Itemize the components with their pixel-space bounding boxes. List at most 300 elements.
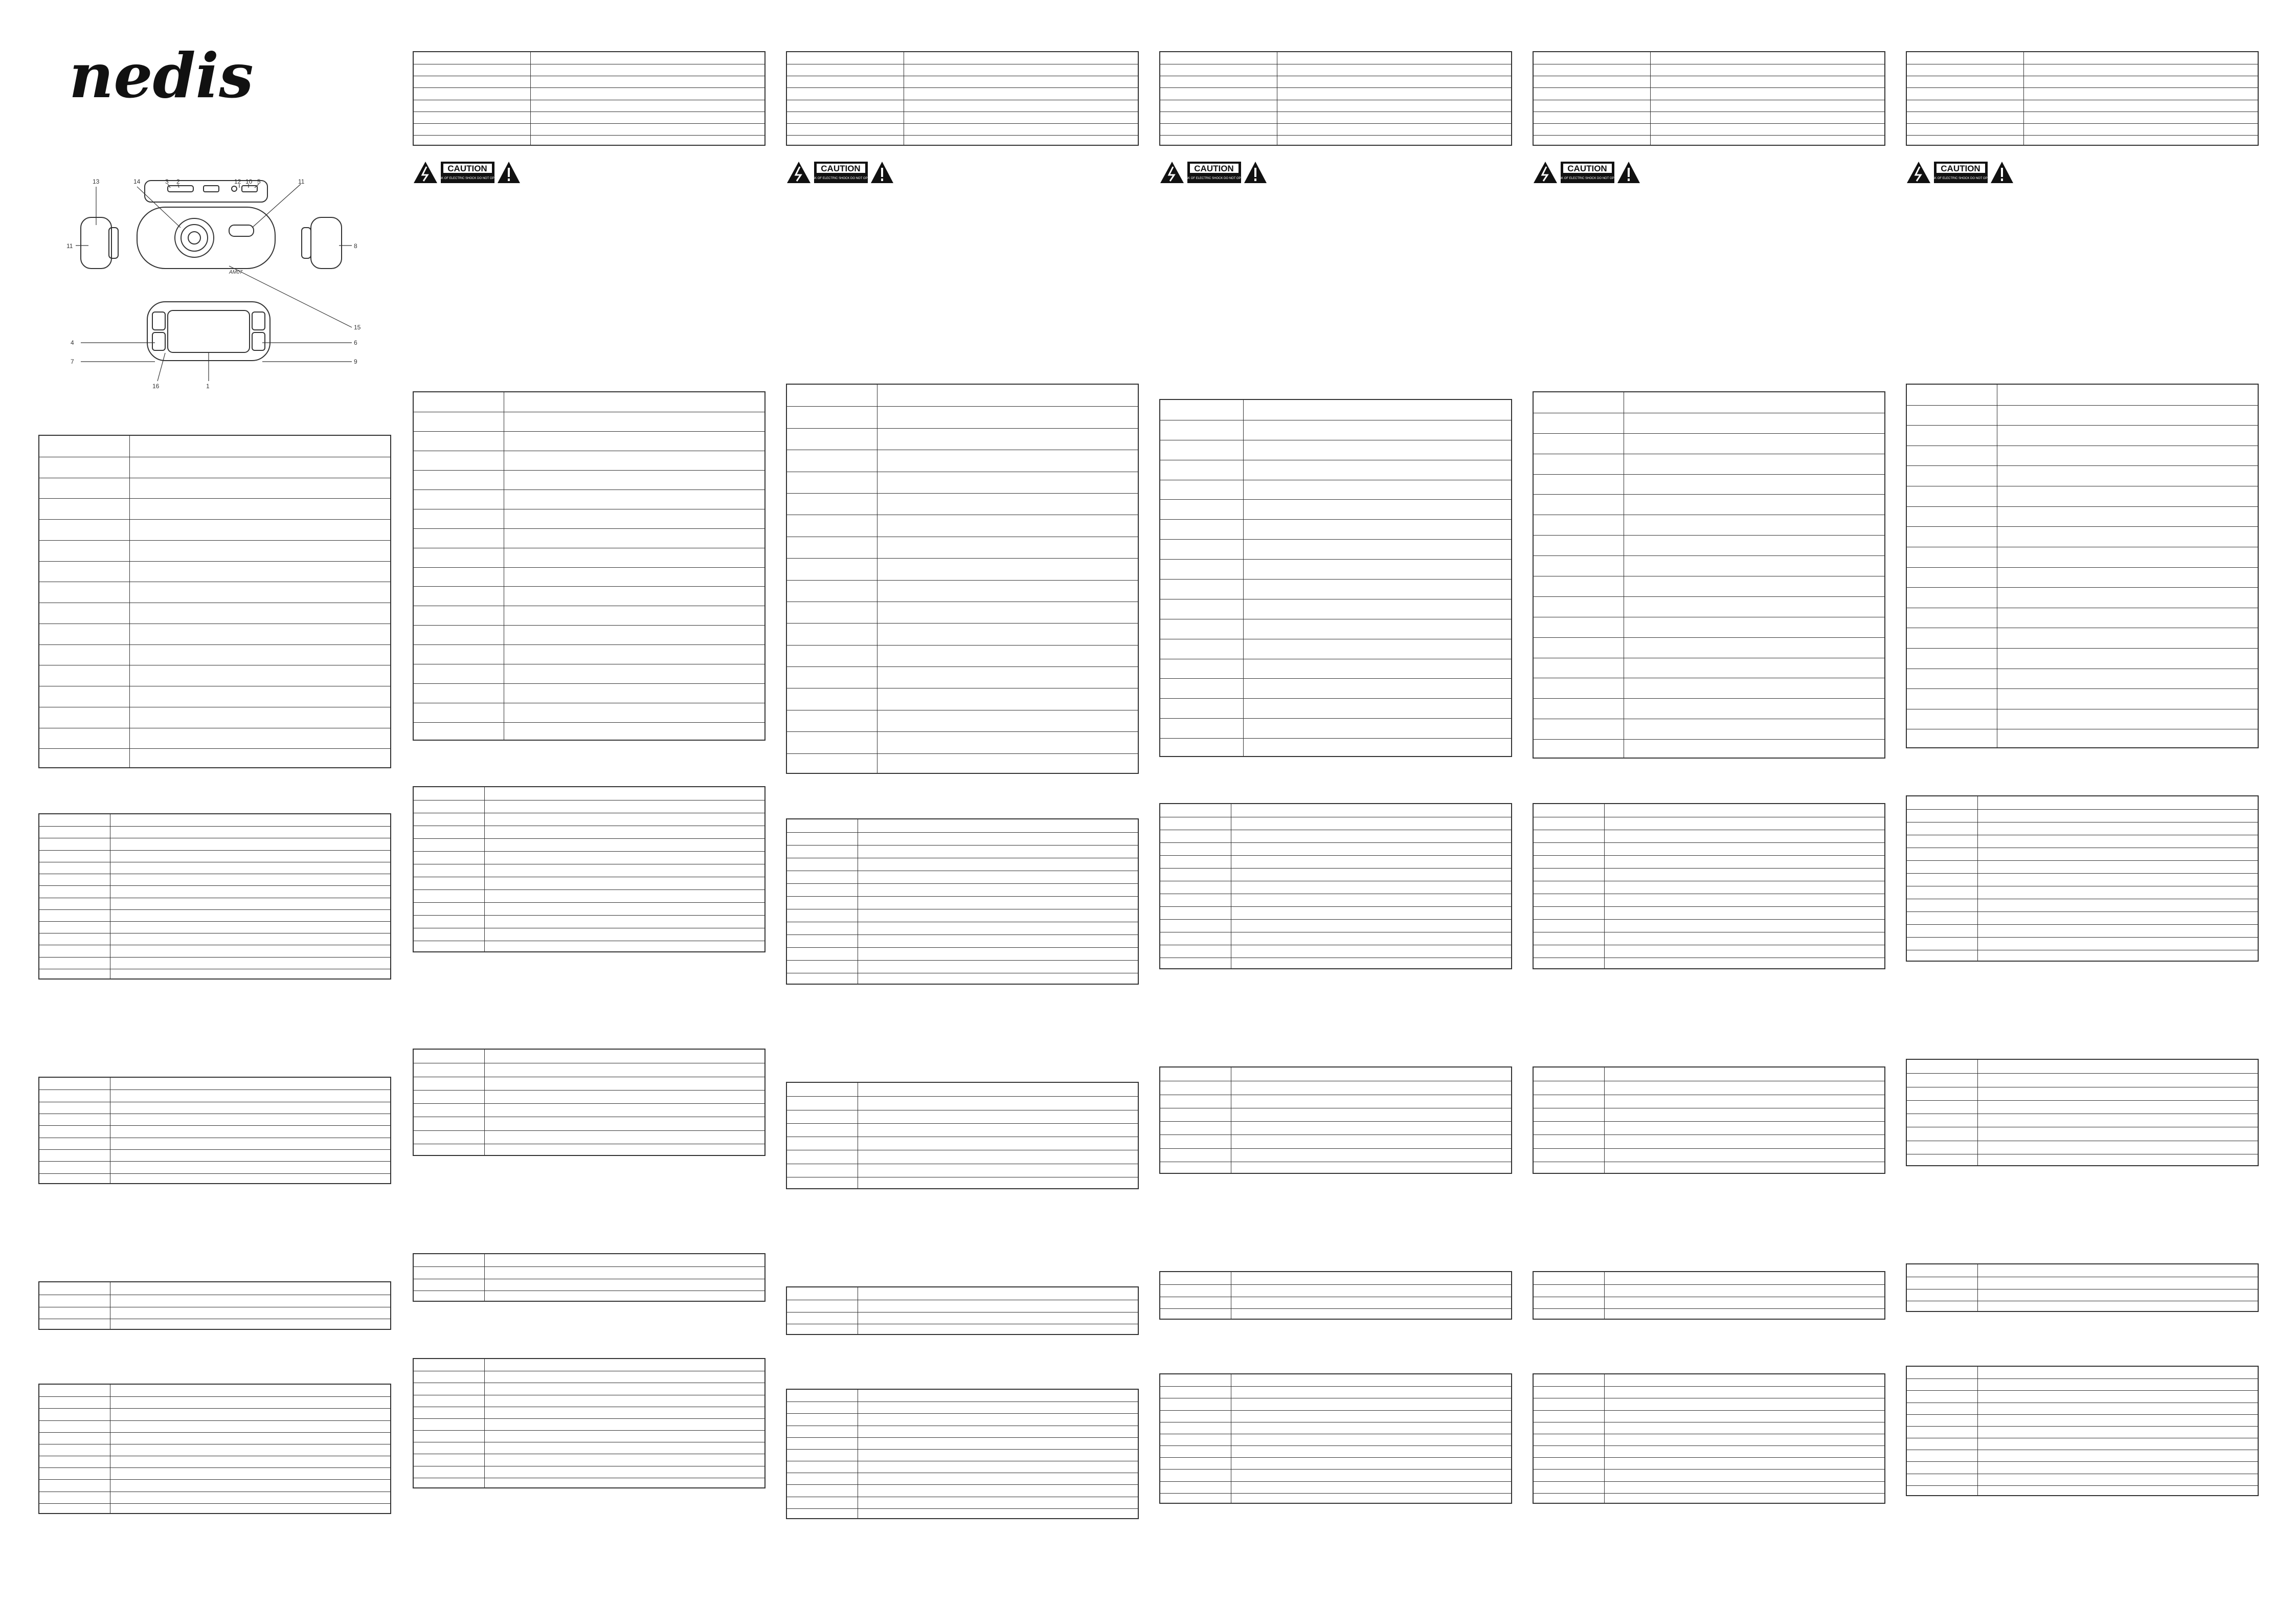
table-row — [1907, 123, 2258, 136]
callout-13: 13 — [93, 178, 100, 185]
table-row — [787, 135, 1138, 147]
table-column-divider — [484, 1359, 485, 1487]
table-row — [414, 1430, 764, 1442]
table-row — [1907, 1289, 2258, 1302]
table-row — [414, 877, 764, 890]
spec-table — [38, 1077, 391, 1184]
table-row — [39, 498, 390, 520]
caution-label — [1906, 160, 2013, 185]
table-row — [414, 625, 764, 645]
table-row — [787, 472, 1138, 494]
table-row — [39, 1492, 390, 1504]
spec-table — [1906, 1059, 2259, 1166]
svg-text:RISK OF ELECTRIC SHOCK DO NOT: RISK OF ELECTRIC SHOCK DO NOT OPEN — [1556, 177, 1618, 180]
callout-7: 7 — [71, 358, 74, 365]
table-row — [1534, 112, 1884, 124]
table-row — [1534, 1148, 1884, 1162]
table-row — [1160, 855, 1511, 869]
caution-label — [786, 160, 893, 185]
callout-9: 9 — [354, 358, 357, 365]
table-row — [1160, 639, 1511, 659]
table-row — [39, 1125, 390, 1138]
table-row — [414, 1454, 764, 1466]
table-row — [1534, 1297, 1884, 1309]
table-row — [1907, 729, 2258, 750]
callout-6: 6 — [354, 339, 357, 346]
table-row — [1907, 688, 2258, 709]
table-row — [1907, 1390, 2258, 1403]
caution-label — [413, 160, 520, 185]
table-row — [1907, 669, 2258, 689]
table-row — [414, 567, 764, 587]
table-row — [39, 1138, 390, 1150]
table-row — [787, 1137, 1138, 1150]
table-row — [787, 909, 1138, 922]
callout-4: 4 — [71, 339, 74, 346]
table-row — [1907, 796, 2258, 809]
table-row — [414, 722, 764, 742]
table-row — [1160, 599, 1511, 619]
table-row — [1534, 52, 1884, 64]
table-row — [1160, 906, 1511, 920]
table-row — [414, 1371, 764, 1383]
spec-table — [413, 1049, 766, 1156]
table-row — [39, 728, 390, 749]
table-row — [1534, 881, 1884, 894]
table-row — [1534, 1398, 1884, 1410]
table-row — [1160, 1121, 1511, 1135]
table-row — [1160, 1095, 1511, 1108]
table-row — [1160, 1067, 1511, 1081]
table-row — [39, 838, 390, 850]
table-row — [1907, 567, 2258, 588]
table-row — [1160, 842, 1511, 856]
table-row — [787, 428, 1138, 450]
table-column-divider — [129, 436, 130, 767]
table-row — [414, 1383, 764, 1395]
table-row — [39, 957, 390, 969]
table-row — [1534, 1162, 1884, 1175]
table-row — [1534, 1445, 1884, 1458]
table-row — [1534, 555, 1884, 576]
table-row — [1160, 579, 1511, 599]
spec-table — [413, 1253, 766, 1302]
table-row — [1534, 596, 1884, 617]
table-row — [1534, 1410, 1884, 1422]
table-row — [787, 623, 1138, 645]
table-row — [1534, 855, 1884, 869]
table-row — [787, 64, 1138, 76]
table-row — [1160, 718, 1511, 739]
table-row — [787, 666, 1138, 688]
table-row — [1160, 1308, 1511, 1321]
table-row — [1534, 719, 1884, 740]
table-row — [787, 515, 1138, 537]
table-row — [787, 858, 1138, 871]
table-column-divider — [2023, 52, 2024, 145]
spec-table — [1906, 1263, 2259, 1312]
table-row — [787, 1473, 1138, 1485]
table-row — [1907, 1141, 2258, 1154]
table-row — [787, 112, 1138, 124]
logo-text: nedis — [69, 49, 254, 112]
table-row — [1534, 535, 1884, 556]
table-row — [1534, 76, 1884, 88]
table-row — [1907, 1114, 2258, 1127]
table-row — [1907, 64, 2258, 76]
table-row — [787, 1324, 1138, 1337]
table-row — [414, 813, 764, 826]
table-column-divider — [1604, 1067, 1605, 1173]
table-row — [1160, 100, 1511, 112]
table-row — [1534, 1067, 1884, 1081]
table-row — [1534, 1284, 1884, 1297]
table-row — [1534, 739, 1884, 760]
table-row — [1160, 460, 1511, 480]
table-row — [1907, 1301, 2258, 1314]
table-row — [1160, 868, 1511, 881]
table-row — [414, 1478, 764, 1490]
table-row — [414, 902, 764, 916]
table-row — [414, 1466, 764, 1478]
table-row — [1907, 1450, 2258, 1462]
table-row — [787, 406, 1138, 428]
table-row — [414, 123, 764, 136]
spec-table — [1159, 1066, 1512, 1174]
table-row — [414, 1144, 764, 1158]
table-row — [787, 1083, 1138, 1096]
spec-table — [1906, 51, 2259, 146]
table-row — [414, 1050, 764, 1063]
table-row — [787, 845, 1138, 858]
caution-label — [1533, 160, 1640, 185]
table-row — [1160, 539, 1511, 560]
table-row — [414, 1077, 764, 1091]
table-row — [1534, 576, 1884, 597]
table-column-divider — [1977, 1060, 1978, 1165]
spec-table — [38, 1384, 391, 1514]
table-row — [787, 1300, 1138, 1312]
table-row — [787, 973, 1138, 986]
table-row — [414, 528, 764, 548]
table-row — [1907, 1485, 2258, 1498]
table-row — [1160, 112, 1511, 124]
svg-text:CAUTION: CAUTION — [447, 164, 487, 173]
table-row — [39, 624, 390, 645]
table-row — [1160, 881, 1511, 894]
table-row — [1534, 413, 1884, 434]
spec-table — [38, 435, 391, 768]
table-row — [787, 450, 1138, 472]
table-row — [1160, 817, 1511, 830]
spec-table — [413, 1358, 766, 1488]
table-row — [787, 1461, 1138, 1473]
callout-15: 15 — [354, 324, 361, 331]
table-row — [1160, 1134, 1511, 1148]
shock-warning-icon — [1160, 162, 1184, 183]
table-row — [1534, 698, 1884, 719]
table-row — [414, 586, 764, 606]
table-column-divider — [1977, 1367, 1978, 1495]
table-row — [787, 123, 1138, 136]
table-row — [414, 1266, 764, 1279]
table-row — [1534, 392, 1884, 413]
table-row — [39, 582, 390, 603]
table-row — [1907, 911, 2258, 925]
table-row — [414, 431, 764, 451]
table-row — [1534, 87, 1884, 100]
spec-table — [1533, 1271, 1885, 1320]
table-row — [787, 580, 1138, 602]
table-row — [414, 1407, 764, 1419]
table-row — [414, 1418, 764, 1431]
table-row — [414, 1359, 764, 1371]
table-row — [39, 1173, 390, 1186]
table-row — [1907, 425, 2258, 446]
table-row — [1534, 1457, 1884, 1470]
table-row — [787, 935, 1138, 948]
table-row — [1907, 1087, 2258, 1101]
table-row — [414, 915, 764, 928]
device-right-side — [311, 217, 342, 269]
table-row — [414, 644, 764, 664]
table-row — [414, 1395, 764, 1407]
table-row — [787, 1110, 1138, 1124]
table-row — [787, 602, 1138, 624]
table-row — [414, 412, 764, 432]
table-row — [414, 606, 764, 626]
table-row — [1160, 1297, 1511, 1309]
table-row — [1907, 465, 2258, 486]
table-row — [414, 664, 764, 684]
table-row — [1160, 76, 1511, 88]
table-row — [414, 787, 764, 800]
table-row — [1534, 123, 1884, 136]
table-row — [1907, 937, 2258, 950]
table-row — [1160, 400, 1511, 420]
table-row — [414, 1063, 764, 1077]
table-row — [787, 1413, 1138, 1426]
table-row — [39, 644, 390, 666]
table-row — [39, 826, 390, 838]
table-row — [1534, 1095, 1884, 1108]
table-row — [1534, 1434, 1884, 1446]
spec-table — [786, 1389, 1139, 1519]
table-row — [787, 753, 1138, 775]
table-row — [1907, 506, 2258, 527]
spec-table — [1906, 1366, 2259, 1496]
table-row — [39, 1319, 390, 1331]
table-row — [414, 928, 764, 941]
table-row — [414, 941, 764, 954]
table-row — [1907, 135, 2258, 147]
callout-12: 12 — [234, 178, 241, 185]
table-column-divider — [1977, 1264, 1978, 1311]
table-row — [1160, 64, 1511, 76]
table-row — [1907, 924, 2258, 938]
table-row — [1160, 830, 1511, 843]
table-row — [414, 392, 764, 412]
spec-table — [38, 1281, 391, 1330]
table-row — [39, 1078, 390, 1089]
table-column-divider — [484, 1254, 485, 1301]
spec-table — [786, 384, 1139, 774]
table-row — [1160, 1374, 1511, 1386]
spec-table — [786, 51, 1139, 146]
table-row — [1907, 886, 2258, 899]
table-row — [1160, 480, 1511, 500]
table-row — [414, 548, 764, 568]
table-row — [414, 1103, 764, 1117]
table-row — [39, 707, 390, 728]
table-row — [787, 1426, 1138, 1438]
callout-14: 14 — [133, 178, 141, 185]
table-row — [1907, 1414, 2258, 1427]
table-row — [1907, 628, 2258, 649]
table-row — [1160, 1081, 1511, 1095]
table-row — [1534, 64, 1884, 76]
table-row — [1534, 1272, 1884, 1284]
table-row — [1907, 405, 2258, 426]
table-row — [1534, 1108, 1884, 1122]
table-row — [1160, 1108, 1511, 1122]
table-row — [787, 1150, 1138, 1164]
table-row — [414, 683, 764, 703]
table-row — [1160, 559, 1511, 580]
svg-text:CAUTION: CAUTION — [1194, 164, 1234, 173]
table-column-divider — [1604, 1374, 1605, 1503]
table-row — [1907, 587, 2258, 608]
table-row — [414, 838, 764, 852]
table-row — [1534, 906, 1884, 920]
table-row — [414, 1291, 764, 1303]
table-row — [1534, 1386, 1884, 1398]
table-row — [1907, 385, 2258, 405]
table-row — [787, 871, 1138, 884]
table-row — [1907, 608, 2258, 629]
shock-warning-icon — [787, 162, 811, 183]
table-row — [39, 1161, 390, 1173]
table-row — [1534, 135, 1884, 147]
table-row — [1160, 1272, 1511, 1284]
table-row — [414, 100, 764, 112]
table-row — [1534, 1374, 1884, 1386]
table-row — [787, 1484, 1138, 1497]
table-row — [1160, 1284, 1511, 1297]
svg-text:RISK OF ELECTRIC SHOCK DO NOT: RISK OF ELECTRIC SHOCK DO NOT OPEN — [809, 177, 872, 180]
spec-table — [1159, 803, 1512, 969]
table-row — [39, 1408, 390, 1420]
svg-text:CAUTION: CAUTION — [1567, 164, 1607, 173]
table-row — [414, 509, 764, 529]
table-row — [787, 883, 1138, 897]
table-row — [39, 1396, 390, 1409]
table-row — [1160, 1493, 1511, 1505]
table-row — [1534, 1422, 1884, 1434]
table-row — [1160, 678, 1511, 699]
table-row — [414, 826, 764, 839]
spec-table — [1533, 803, 1885, 969]
table-row — [1907, 822, 2258, 835]
table-row — [39, 945, 390, 957]
table-row — [39, 478, 390, 499]
table-row — [1534, 637, 1884, 658]
table-row — [39, 1149, 390, 1162]
table-row — [414, 1254, 764, 1266]
table-row — [1907, 1100, 2258, 1114]
table-row — [1907, 1073, 2258, 1087]
table-row — [787, 731, 1138, 753]
table-row — [1534, 617, 1884, 638]
table-row — [1160, 1148, 1511, 1162]
callout-3: 3 — [165, 178, 169, 185]
table-row — [1534, 1469, 1884, 1481]
table-row — [39, 1420, 390, 1433]
table-row — [1907, 835, 2258, 848]
table-row — [1160, 1422, 1511, 1434]
table-column-divider — [1604, 804, 1605, 968]
table-row — [39, 1503, 390, 1516]
table-row — [787, 1287, 1138, 1300]
table-row — [39, 665, 390, 686]
table-row — [1907, 547, 2258, 568]
table-row — [39, 457, 390, 478]
table-row — [39, 1432, 390, 1444]
device-front-view — [137, 207, 275, 269]
table-row — [787, 960, 1138, 973]
table-row — [1160, 1445, 1511, 1458]
spec-table — [413, 51, 766, 146]
callout-16: 16 — [152, 383, 160, 390]
shock-warning-icon — [414, 162, 437, 183]
table-row — [1160, 52, 1511, 64]
callout-10: 10 — [245, 178, 253, 185]
table-row — [39, 909, 390, 922]
table-column-divider — [1650, 52, 1651, 145]
table-row — [1534, 454, 1884, 475]
table-row — [414, 1442, 764, 1454]
table-row — [1907, 1154, 2258, 1168]
table-row — [787, 832, 1138, 846]
table-row — [414, 451, 764, 471]
spec-table — [1159, 51, 1512, 146]
table-row — [1907, 860, 2258, 874]
table-row — [414, 851, 764, 864]
table-row — [39, 921, 390, 933]
table-row — [39, 1089, 390, 1102]
table-row — [414, 703, 764, 723]
spec-table — [786, 1082, 1139, 1189]
table-row — [787, 1164, 1138, 1177]
table-row — [1534, 678, 1884, 699]
table-row — [1160, 1457, 1511, 1470]
spec-table — [1159, 1271, 1512, 1320]
table-row — [1907, 112, 2258, 124]
table-row — [39, 885, 390, 898]
shock-warning-icon — [1907, 162, 1930, 183]
table-row — [414, 800, 764, 813]
table-row — [1534, 817, 1884, 830]
table-row — [414, 64, 764, 76]
table-row — [1907, 87, 2258, 100]
table-row — [39, 874, 390, 886]
table-row — [1907, 1403, 2258, 1415]
table-column-divider — [530, 52, 531, 145]
table-row — [39, 933, 390, 945]
table-row — [787, 1096, 1138, 1110]
shock-warning-icon — [1534, 162, 1557, 183]
table-row — [414, 1279, 764, 1292]
